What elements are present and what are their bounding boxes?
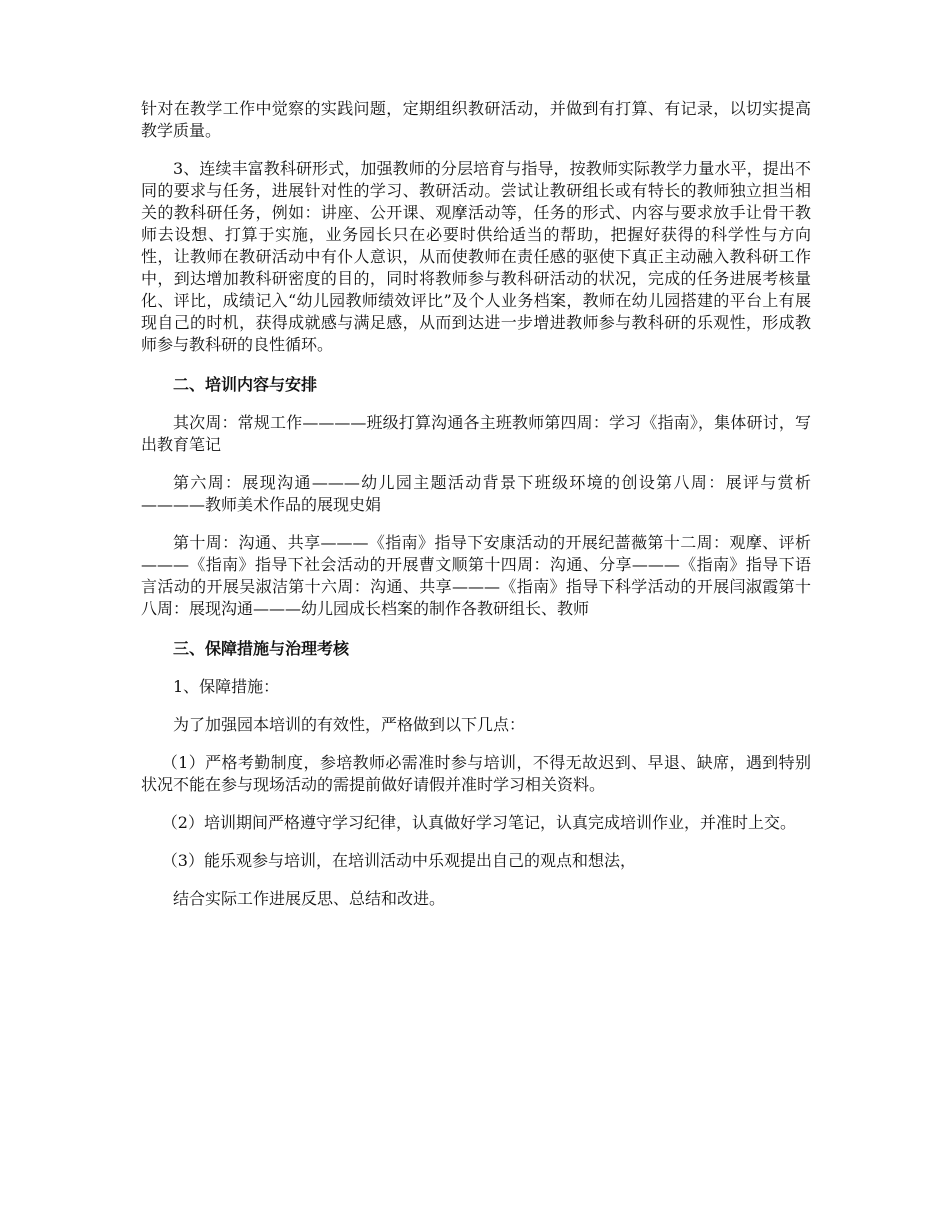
paragraph-rule-participation: （3）能乐观参与培训，在培训活动中乐观提出自己的观点和想法，	[161, 851, 636, 870]
paragraph-schedule-week6-8: 第六周：展现沟通———幼儿园主题活动背景下班级环境的创设第八周：展评与赏析————教师美术作品的展现史娟	[141, 473, 811, 514]
paragraph-research-forms: 3、连续丰富教科研形式，加强教师的分层培育与指导，按教师实际教学力量水平，提出不同的要求与任务，进展针对性的学习、教研活动。尝试让教研组长或有特长的教师独立担当相关的教科研任务，例如：讲座、公开课、观摩活动等，任务的形式、内容与要求放手让骨干教师去设想、打算于实施，业务园长只在必要时供给适当的帮助，把握好获得的科学性与方向性，让教师在教研活动中有仆人意识，从而使教师在责任感的驱使下真正主动融入教科研工作中，到达增加教科研密度的目的，同时将教师参与教科研活动的状况，完成的任务进展考核量化、评比，成绩记入“幼儿园教师绩效评比”及个人业务档案，教师在幼儿园搭建的平台上有展现自己的时机，获得成就感与满足感，从而到达进一步增进教师参与教科研的乐观性，形成教师参与教科研的良性循环。	[141, 159, 811, 354]
paragraph-effectiveness-intro: 为了加强园本培训的有效性，严格做到以下几点：	[173, 715, 526, 734]
paragraph-rule-attendance: （1）严格考勤制度，参培教师必需准时参与培训，不得无故迟到、早退、缺席，遇到特别状况不能在参与现场活动的需提前做好请假并准时学习相关资料。	[141, 753, 811, 794]
section-heading-training-content: 二、培训内容与安排	[173, 375, 318, 394]
paragraph-rule-discipline: （2）培训期间严格遵守学习纪律，认真做好学习笔记，认真完成培训作业，并准时上交。	[161, 813, 796, 832]
document-page	[141, 98, 811, 910]
paragraph-safeguard-measures: 1、保障措施：	[173, 677, 280, 696]
paragraph-teaching-issues: 针对在教学工作中觉察的实践问题，定期组织教研活动，并做到有打算、有记录，以切实提高教学质量。	[141, 99, 811, 140]
section-heading-safeguards: 三、保障措施与治理考核	[173, 639, 350, 658]
paragraph-schedule-week10-18: 第十周：沟通、共享———《指南》指导下安康活动的开展纪蔷薇第十二周：观摩、评析———《指南》指导下社会活动的开展曹文顺第十四周：沟通、分享———《指南》指导下语言活动的开展吴淑洁第十六周：沟通、共享———《指南》指导下科学活动的开展闫淑霞第十八周：展现沟通———幼儿园成长档案的制作各教研组长、教师	[141, 533, 811, 618]
paragraph-schedule-week2-4: 其次周：常规工作————班级打算沟通各主班教师第四周：学习《指南》，集体研讨，写出教育笔记	[141, 413, 811, 454]
paragraph-reflection: 结合实际工作进展反思、总结和改进。	[173, 889, 446, 908]
